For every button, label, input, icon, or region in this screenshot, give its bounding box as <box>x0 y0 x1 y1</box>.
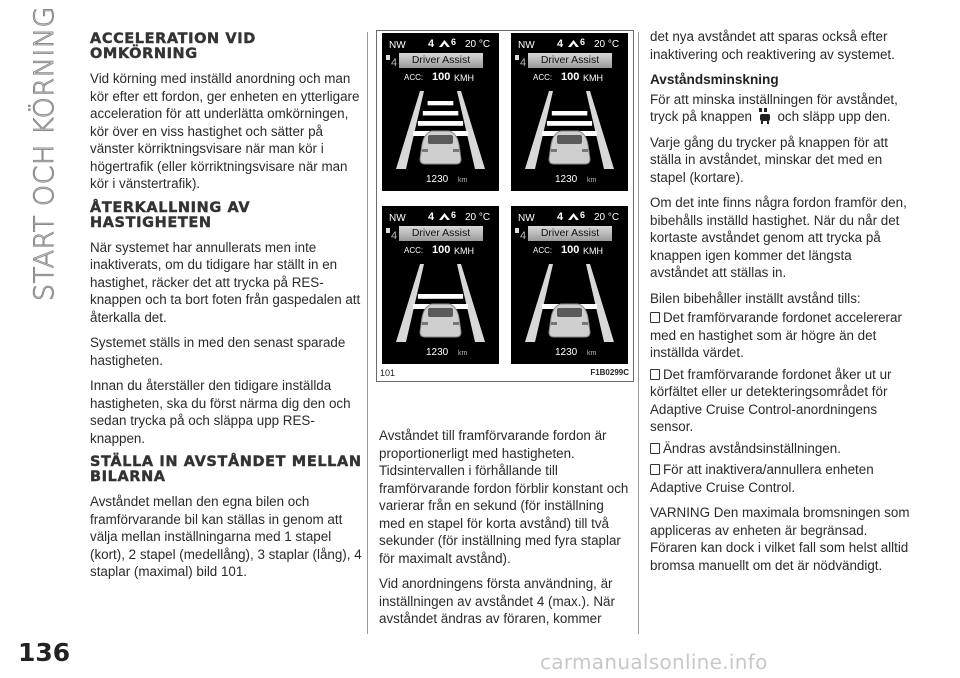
bullet-box-icon <box>650 312 660 323</box>
paragraph-each-press: Varje gång du trycker på knappen för att ställa in avståndet, minskar det med en stapel (kortare). <box>650 134 888 185</box>
paragraph-warning: VARNING Den maximala bromsningen som appliceras av enheten är begränsad. Föraren kan dock i vilket fall som helst alltid bromsa manuellt om det är nödvändigt. <box>650 505 910 573</box>
heading-acceleration: ACCELERATION VID OMKÖRNING <box>90 31 256 62</box>
acc-speed-value: 100 <box>561 71 580 83</box>
side-indicator-icon <box>386 228 390 233</box>
cluster-display-panel <box>382 33 499 191</box>
acc-label: ACC: <box>404 246 424 255</box>
paragraph-keeps-distance: Bilen bibehåller inställt avstånd tills: <box>650 290 861 306</box>
suggested-gear: 6 <box>580 210 586 220</box>
column-divider-2 <box>638 32 639 634</box>
odometer-value: 1230 <box>426 347 449 358</box>
car-tail-light-right <box>582 322 588 325</box>
acc-speed-value: 100 <box>432 244 451 256</box>
current-gear: 4 <box>557 38 564 50</box>
paragraph-acceleration: Vid körning med inställd anordning och man kör efter ett fordon, ger enheten en ytterligare acceleration för att underlätta omkörningen, kör över en viss hastighet och sätter på vänster körriktningsvisare när man kör i högertrafik (eller körriktningsvisare när man kör i vänstertrafik). <box>90 71 360 191</box>
driver-assist-banner: Driver Assist <box>399 226 483 241</box>
acc-label: ACC: <box>533 246 553 255</box>
list-item <box>650 461 910 496</box>
list-item-text: Det framförvarande fordonet åker ut ur körfältet eller ur detekteringsområdet för Adaptive Cruise Control-anordningens sensor. <box>650 366 892 434</box>
distance-bar <box>547 121 592 126</box>
chapter-side-title <box>20 5 68 301</box>
paragraph-reduce <box>650 91 910 126</box>
odometer-value: 1230 <box>555 174 578 185</box>
heading-distance-reduction: Avståndsminskning <box>650 72 779 87</box>
outside-temperature: 20 °C <box>465 212 491 223</box>
paragraph-reduce-text-b: och släpp upp den. <box>777 109 891 124</box>
side-indicator-number: 4 <box>391 57 398 69</box>
paragraph-distance-proportional: Avståndet till framförvarande fordon är proportionerligt med hastigheten. Tidsintervallen i förhållande till framförvarande fordon förblir konstant och varierar från en sekund (för inställning med en stapel för korta avstånd) till två sekunder (för inställning med fyra staplar för maximalt avstånd). <box>379 428 629 566</box>
car-tail-light-left <box>422 322 428 325</box>
car-rear-window <box>557 308 582 317</box>
heading-set-distance: STÄLLA IN AVSTÅNDET MELLAN BILARNA <box>90 454 362 485</box>
bullet-box-icon <box>650 443 660 454</box>
gear-shift-up-icon <box>568 212 579 220</box>
figure-number: 101 <box>380 368 396 378</box>
car-tail-light-right <box>453 322 459 325</box>
driver-assist-banner: Driver Assist <box>399 53 483 68</box>
acc-label: ACC: <box>404 73 424 82</box>
paragraph-recall-2: Systemet ställs in med den senast sparade hastigheten. <box>90 335 346 368</box>
paragraph-reduce-text-a: För att minska inställningen för avståndet, tryck på knappen <box>650 91 898 124</box>
current-gear: 4 <box>428 211 435 223</box>
paragraph-set-distance: Avståndet mellan den egna bilen och framförvarande bil kan ställas in genom att välja mellan inställningarna med 1 stapel (kort), 2 stapel (medellång), 3 staplar (lång), 4 staplar (maximal) bild 101. <box>90 494 362 579</box>
odometer-value: 1230 <box>555 347 578 358</box>
outside-temperature: 20 °C <box>594 212 620 223</box>
page-number: 136 <box>18 638 71 667</box>
distance-bar <box>552 111 588 116</box>
acc-speed-value: 100 <box>561 244 580 256</box>
current-gear: 4 <box>428 38 435 50</box>
driver-assist-banner: Driver Assist <box>528 226 612 241</box>
compass-heading: NW <box>389 40 406 51</box>
car-rear-window <box>428 308 453 317</box>
acc-speed-unit: KMH <box>583 246 603 256</box>
chapter-side-title-text: START OCH KÖRNING <box>28 5 60 301</box>
car-tail-light-left <box>422 149 428 152</box>
gear-shift-up-icon <box>568 39 579 47</box>
side-indicator-number: 4 <box>520 230 527 242</box>
cluster-display-panel <box>382 206 499 364</box>
distance-bar <box>428 101 454 105</box>
watermark: carmanualsonline.info <box>540 650 768 674</box>
side-indicator-icon <box>386 55 390 60</box>
distance-bar <box>418 294 463 299</box>
paragraph-no-vehicles: Om det inte finns några fordon framför den, bibehålls inställd hastighet. När du når det kortaste avståndet genom att trycka på knappen igen kommer det längsta avståndet att ställas in. <box>650 195 907 280</box>
odometer-value: 1230 <box>426 174 449 185</box>
bullet-box-icon <box>650 464 660 475</box>
outside-temperature: 20 °C <box>465 39 491 50</box>
outside-temperature: 20 °C <box>594 39 620 50</box>
acc-label: ACC: <box>533 73 553 82</box>
list-item-text: Ändras avståndsinställningen. <box>663 440 841 456</box>
heading-speed-recall: ÅTERKALLNING AV HASTIGHETEN <box>90 199 251 231</box>
list-item <box>650 366 910 436</box>
compass-heading: NW <box>518 213 535 224</box>
gear-shift-up-icon <box>439 39 450 47</box>
figure-101 <box>376 30 634 382</box>
car-tail-light-right <box>453 149 459 152</box>
acc-speed-value: 100 <box>432 71 451 83</box>
column-left <box>90 28 362 589</box>
suggested-gear: 6 <box>580 37 586 47</box>
paragraph-new-distance-saved: det nya avståndet att sparas också efter inaktivering och reaktivering av systemet. <box>650 29 895 62</box>
current-gear: 4 <box>557 211 564 223</box>
car-tail-light-left <box>551 322 557 325</box>
gear-shift-up-icon <box>439 212 450 220</box>
paragraph-recall-3: Innan du återställer den tidigare inställda hastigheten, ska du först närma dig den och sedan trycka på och släppa upp RES-knappen. <box>90 378 351 446</box>
column-right <box>650 28 910 582</box>
suggested-gear: 6 <box>451 210 457 220</box>
side-indicator-number: 4 <box>520 57 527 69</box>
acc-speed-unit: KMH <box>454 246 474 256</box>
distance-bar <box>423 111 459 116</box>
paragraph-first-use: Vid anordningens första användning, är inställningen av avståndet 4 (max.). När avståndet ändras av föraren, kommer <box>379 576 615 626</box>
odometer-unit: km <box>587 350 597 357</box>
compass-heading: NW <box>389 213 406 224</box>
side-indicator-icon <box>515 55 519 60</box>
odometer-unit: km <box>458 350 468 357</box>
car-rear-window <box>428 135 453 144</box>
acc-speed-unit: KMH <box>454 73 474 83</box>
car-tail-light-right <box>582 149 588 152</box>
paragraph-recall-1: När systemet har annullerats men inte inaktiverats, om du tidigare har ställt in en hastighet, räcker det att trycka på RES-knappen och ta bort foten från gaspedalen att återkalla det. <box>90 239 361 325</box>
acc-speed-unit: KMH <box>583 73 603 83</box>
distance-button-icon <box>758 108 772 124</box>
odometer-unit: km <box>458 177 468 184</box>
suggested-gear: 6 <box>451 37 457 47</box>
car-tail-light-left <box>551 149 557 152</box>
side-indicator-number: 4 <box>391 230 398 242</box>
list-item <box>650 440 910 458</box>
column-divider-1 <box>367 32 368 634</box>
figure-code: F1B0299C <box>590 368 629 377</box>
cluster-display-panel <box>511 206 628 364</box>
list-item-text: Det framförvarande fordonet accelererar med en hastighet som är högre än det inställda värdet. <box>650 310 902 360</box>
bullet-box-icon <box>650 369 660 380</box>
odometer-unit: km <box>587 177 597 184</box>
distance-bar <box>418 121 463 126</box>
car-rear-window <box>557 135 582 144</box>
compass-heading: NW <box>518 40 535 51</box>
side-indicator-icon <box>515 228 519 233</box>
cluster-display-panel <box>511 33 628 191</box>
list-item <box>650 309 910 362</box>
list-item-text: För att inaktivera/annullera enheten Adaptive Cruise Control. <box>650 462 874 495</box>
driver-assist-banner: Driver Assist <box>528 53 612 68</box>
column-middle <box>379 427 631 636</box>
